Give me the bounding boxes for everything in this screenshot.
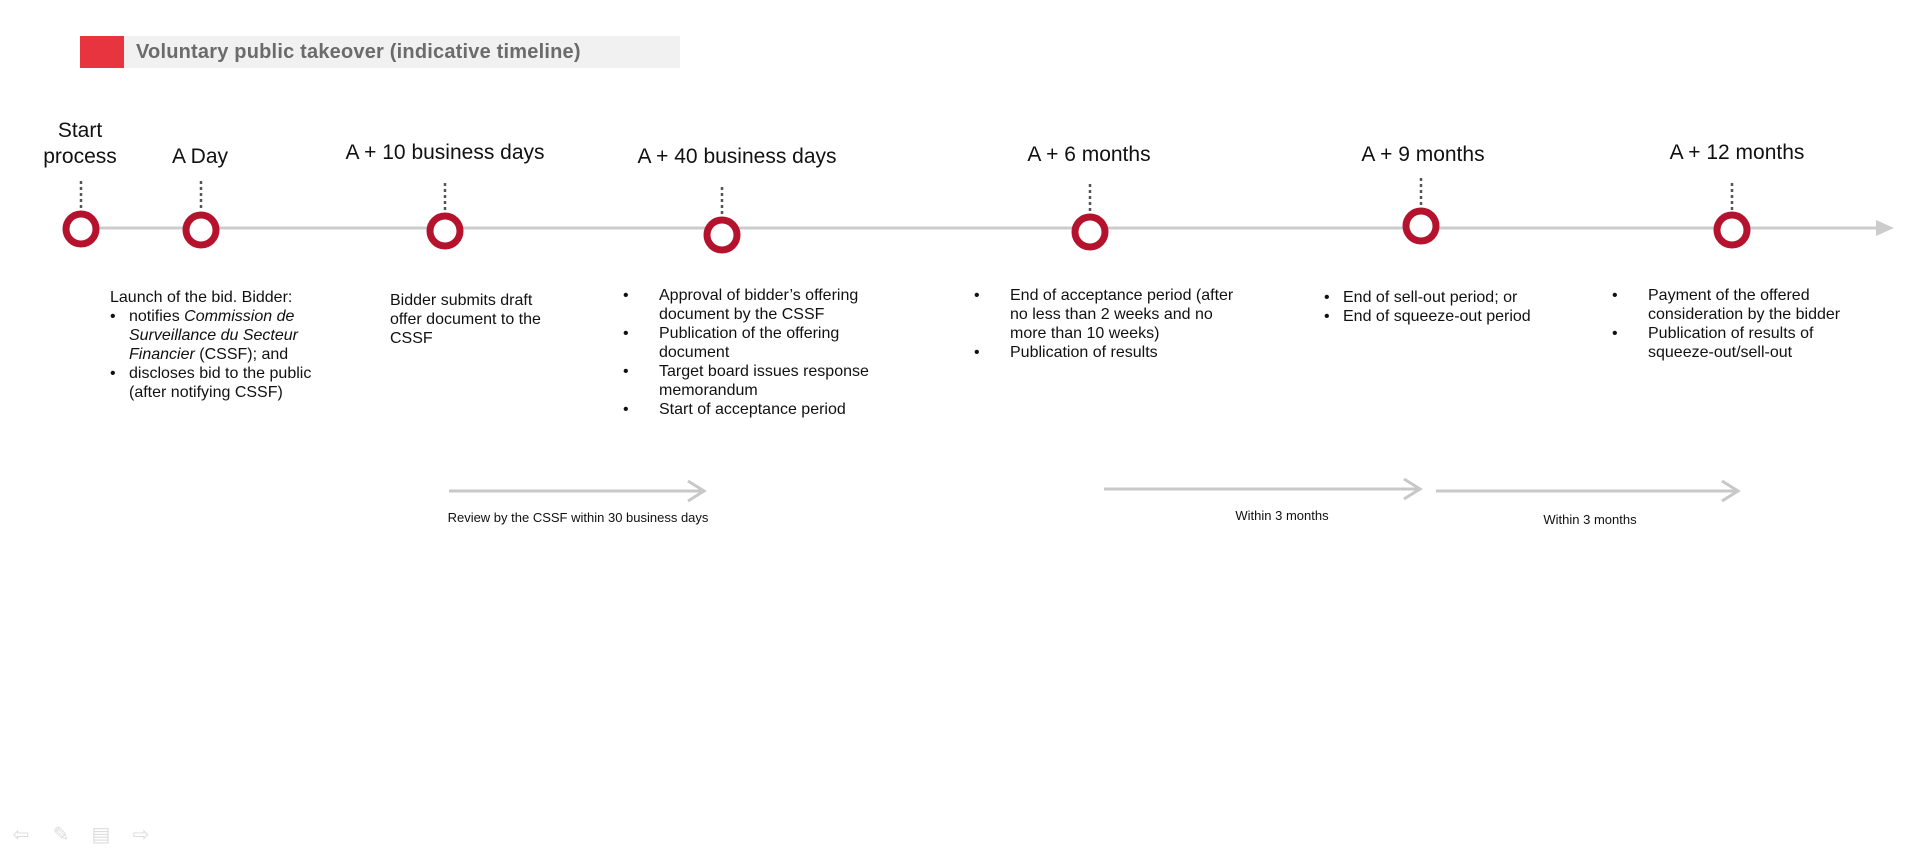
milestone-label-line: process	[43, 145, 117, 168]
description-a10: Bidder submits draft offer document to the CSSF	[390, 292, 541, 347]
milestone-marker-a10	[430, 216, 460, 246]
milestone-marker-m12	[1717, 215, 1747, 245]
description-intro: Launch of the bid. Bidder:	[110, 289, 293, 306]
description-item: • Payment of the offered consideration by the bidder	[1612, 286, 1862, 324]
description-item: • End of sell-out period; or	[1324, 288, 1554, 307]
milestone-label-start-process	[43, 118, 117, 170]
description-item: • Publication of results	[974, 343, 1234, 362]
range-label-review: Review by the CSSF within 30 business days	[447, 510, 709, 525]
description-a-day	[110, 288, 330, 402]
milestone-marker-m6	[1075, 217, 1105, 247]
description-item: • Publication of the offering document	[623, 324, 873, 362]
description-a40	[623, 286, 873, 419]
milestone-label-m6: A + 6 months	[1027, 143, 1151, 166]
slide-navigation	[10, 822, 152, 847]
milestone-label-line: Start	[57, 119, 103, 142]
description-item: • discloses bid to the public (after notifying CSSF)	[110, 364, 330, 402]
milestone-marker-a40	[707, 220, 737, 250]
menu-icon[interactable]: ▤	[91, 824, 111, 846]
timeline-axis-arrowhead	[1876, 220, 1894, 236]
milestone-marker-start	[66, 214, 96, 244]
description-item: • Approval of bidder’s offering document by the CSSF	[623, 286, 873, 324]
description-m12	[1612, 286, 1862, 362]
milestone-marker-a-day	[186, 215, 216, 245]
page-title: Voluntary public takeover (indicative timeline)	[136, 41, 581, 63]
description-item: • End of acceptance period (after no less than 2 weeks and no more than 10 weeks)	[974, 286, 1234, 343]
description-item: • Target board issues response memorandum	[623, 362, 873, 400]
description-item: • Publication of results of squeeze-out/sell-out	[1612, 324, 1862, 362]
description-item: • notifies Commission de Surveillance du Secteur Financier (CSSF); and	[110, 307, 330, 364]
forward-arrow-icon[interactable]: ⇨	[132, 824, 150, 846]
milestone-label-m12: A + 12 months	[1669, 141, 1805, 164]
range-label-within-3-months-1: Within 3 months	[1235, 508, 1329, 523]
milestone-label-a-day: A Day	[171, 145, 229, 168]
description-m9	[1324, 288, 1554, 326]
milestone-marker-m9	[1406, 211, 1436, 241]
description-m6	[974, 286, 1234, 362]
milestone-label-a40: A + 40 business days	[637, 145, 837, 168]
back-arrow-icon[interactable]: ⇦	[12, 824, 30, 846]
milestone-label-m9: A + 9 months	[1361, 143, 1485, 166]
description-item: • End of squeeze-out period	[1324, 307, 1554, 326]
range-label-within-3-months-2: Within 3 months	[1543, 512, 1637, 527]
pen-icon[interactable]: ✎	[52, 824, 70, 846]
description-item: • Start of acceptance period	[623, 400, 873, 419]
milestone-label-a10: A + 10 business days	[345, 141, 545, 164]
